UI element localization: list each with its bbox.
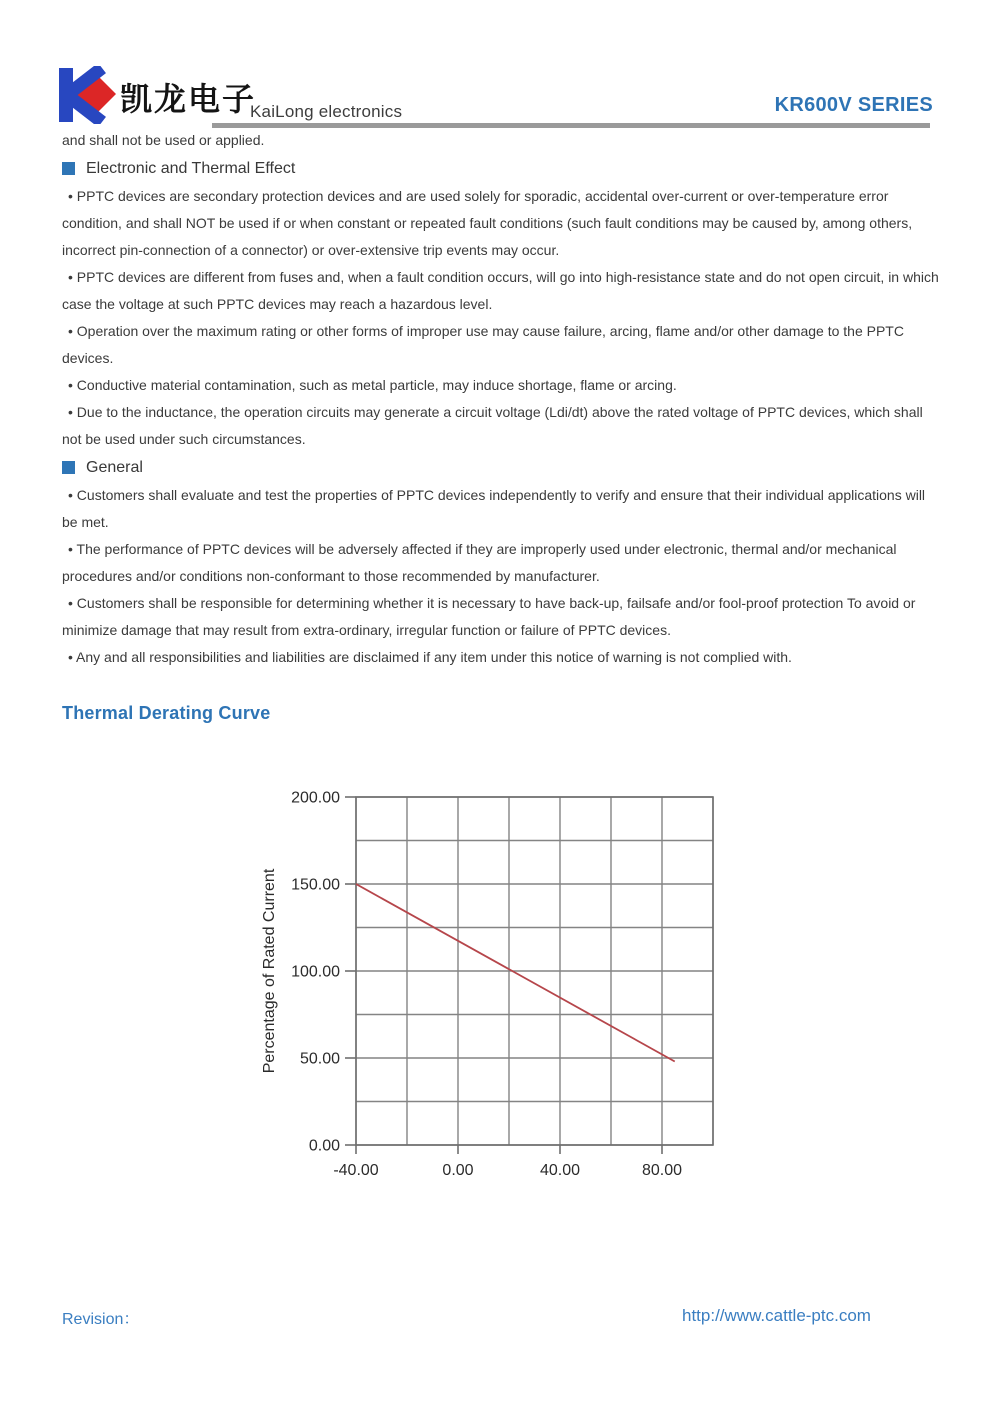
bullet-paragraph [62, 536, 940, 590]
svg-text:50.00: 50.00 [299, 1050, 340, 1068]
svg-text:150.00: 150.00 [291, 876, 340, 894]
bullet-paragraph [62, 590, 940, 644]
chart-section-title: Thermal Derating Curve [62, 703, 271, 723]
bullet-text: Due to the inductance, the operation circuits may generate a circuit voltage (Ldi/dt) above the rated voltage of PPTC devices, which shall not be used under such circumstances. [62, 404, 923, 447]
bullet-marker: • [68, 541, 73, 557]
blue-square-bullet-icon [62, 162, 75, 175]
intro-line: and shall not be used or applied. [62, 132, 265, 148]
bullet-marker: • [68, 404, 73, 420]
bullet-paragraph [62, 399, 940, 453]
bullet-text: Customers shall be responsible for determining whether it is necessary to have back-up, failsafe and/or fool-proof protection To avoid or minimize damage that may result from extra-ordinary, irregular function or failure of PPTC devices. [62, 595, 916, 638]
svg-text:0.00: 0.00 [308, 1137, 340, 1155]
derating-curve-plot [256, 770, 756, 1190]
svg-text:-40.00: -40.00 [333, 1162, 379, 1179]
bullet-text: Any and all responsibilities and liabilities are disclaimed if any item under this notice of warning is not complied with. [76, 649, 792, 665]
section-heading-electronic-thermal [62, 154, 940, 183]
bullet-text: The performance of PPTC devices will be adversely affected if they are improperly used under electronic, thermal and/or mechanical procedures and/or conditions non-conformant to those recommended by manufacturer. [62, 541, 897, 584]
logo-latin-text: KaiLong electronics [250, 102, 403, 121]
bullet-marker: • [68, 649, 73, 665]
section-heading-general [62, 453, 940, 482]
bullet-marker: • [68, 487, 73, 503]
bullet-marker: • [68, 269, 73, 285]
bullet-text: Operation over the maximum rating or other forms of improper use may cause failure, arcing, flame and/or other damage to the PPTC devices. [62, 323, 904, 366]
bullet-marker: • [68, 595, 73, 611]
bullet-text: Customers shall evaluate and test the properties of PPTC devices independently to verify and ensure that their individual applications will be met. [62, 487, 926, 530]
svg-text:100.00: 100.00 [291, 963, 340, 981]
kailong-logo-icon [58, 66, 116, 124]
website-link[interactable]: http://www.cattle-ptc.com [682, 1306, 871, 1325]
bullet-paragraph [62, 372, 940, 399]
logo-cjk-text: 凯龙电子 [120, 80, 257, 118]
revision-label: Revision： [62, 1311, 140, 1328]
bullet-marker: • [68, 188, 73, 204]
section-title: General [86, 459, 143, 476]
blue-square-bullet-icon [62, 461, 75, 474]
bullet-text: PPTC devices are secondary protection devices and are used solely for sporadic, accidental over-current or over-temperature error condition, and shall NOT be used if or when constant or repeated fault conditions (such fault conditions may be caused by, among others, incorrect pin-connection of a connector) or over-extensive trip events may occur. [62, 188, 913, 258]
bullet-paragraph [62, 264, 940, 318]
bullet-paragraph [62, 183, 940, 264]
bullet-paragraph [62, 644, 940, 671]
svg-text:Percentage of Rated Current: Percentage of Rated Current [261, 868, 278, 1074]
svg-text:0.00: 0.00 [442, 1162, 474, 1179]
section-title: Electronic and Thermal Effect [86, 160, 296, 177]
svg-text:40.00: 40.00 [539, 1162, 581, 1179]
svg-text:80.00: 80.00 [641, 1162, 683, 1179]
bullet-paragraph [62, 318, 940, 372]
notice-text-block [62, 127, 940, 671]
series-title: KR600V SERIES [774, 94, 933, 116]
bullet-paragraph [62, 482, 940, 536]
bullet-marker: • [68, 377, 73, 393]
thermal-derating-chart [256, 770, 756, 1190]
bullet-text: Conductive material contamination, such as metal particle, may induce shortage, flame or arcing. [76, 377, 677, 393]
svg-text:200.00: 200.00 [291, 789, 340, 807]
bullet-text: PPTC devices are different from fuses and, when a fault condition occurs, will go into high-resistance state and do not open circuit, in which case the voltage at such PPTC devices may reach a hazardous level. [62, 269, 939, 312]
bullet-marker: • [68, 323, 73, 339]
